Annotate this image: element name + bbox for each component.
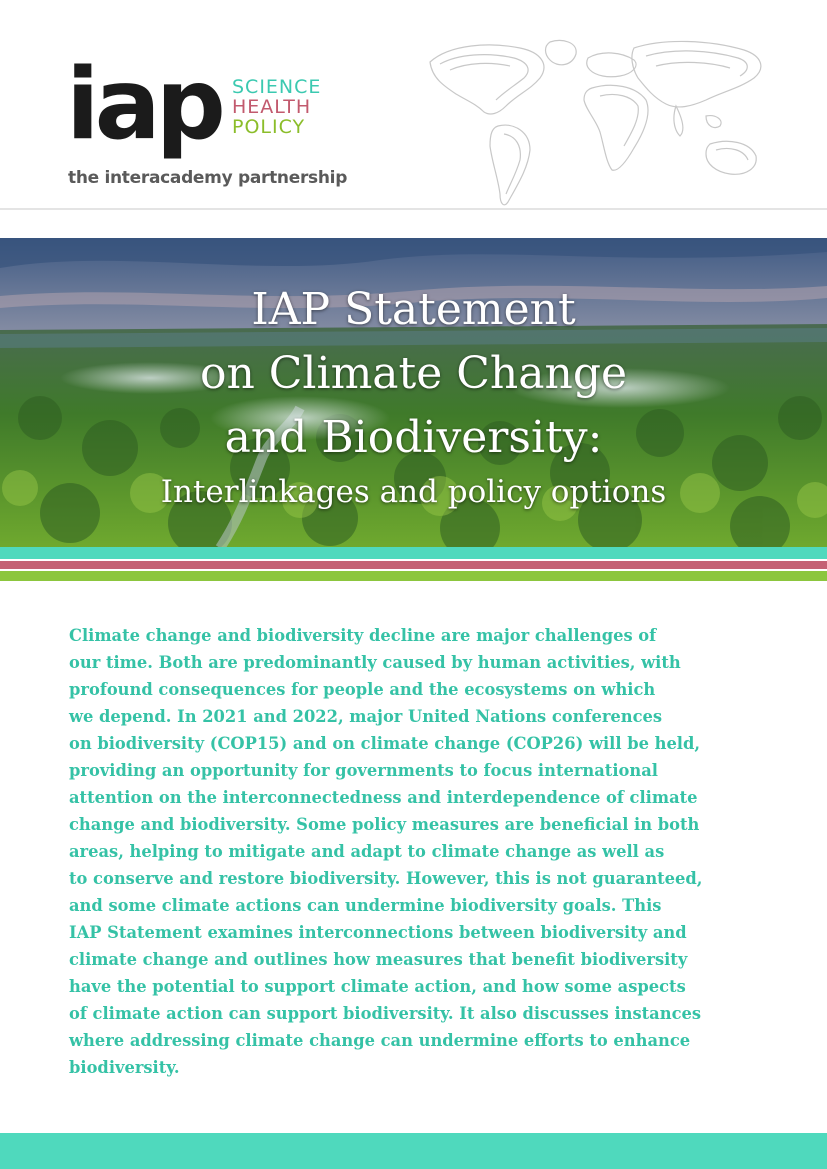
intro-line: where addressing climate change can undermine efforts to enhance: [69, 1031, 691, 1050]
accent-stripe-rose: [0, 561, 827, 569]
intro-line: of climate action can support biodiversity. It also discusses instances: [69, 1004, 702, 1023]
tagline-policy: POLICY: [232, 116, 306, 138]
accent-stripe-teal: [0, 547, 827, 559]
intro-line: and some climate actions can undermine biodiversity goals. This: [69, 896, 662, 915]
intro-line: our time. Both are predominantly caused by human activities, with: [69, 653, 681, 672]
logo-mark: iap: [66, 48, 221, 162]
tagline-science: SCIENCE: [232, 76, 322, 98]
logo-tagline: [232, 77, 321, 137]
intro-line: climate change and outlines how measures that benefit biodiversity: [69, 950, 688, 969]
intro-line: on biodiversity (COP15) and on climate change (COP26) will be held,: [69, 734, 701, 753]
organization-name: the interacademy partnership: [68, 168, 348, 188]
header-divider: [0, 208, 827, 210]
intro-paragraph: [69, 622, 769, 1081]
intro-line: providing an opportunity for governments to focus international: [69, 761, 658, 780]
world-map-icon: [410, 34, 770, 212]
document-title: [0, 278, 827, 512]
intro-line: areas, helping to mitigate and adapt to climate change as well as: [69, 842, 665, 861]
hero-banner: [0, 238, 827, 548]
accent-stripe-green: [0, 571, 827, 581]
intro-line: change and biodiversity. Some policy measures are beneficial in both: [69, 815, 700, 834]
title-line-1: IAP Statement: [251, 284, 576, 335]
intro-line: profound consequences for people and the ecosystems on which: [69, 680, 656, 699]
footer-accent-bar: [0, 1133, 827, 1169]
intro-line: attention on the interconnectedness and interdependence of climate: [69, 788, 698, 807]
intro-line: biodiversity.: [69, 1058, 180, 1077]
document-subtitle: Interlinkages and policy options: [160, 474, 667, 510]
intro-line: Climate change and biodiversity decline are major challenges of: [69, 626, 657, 645]
page-header: [0, 0, 827, 230]
title-line-2: on Climate Change: [199, 348, 628, 399]
intro-line: have the potential to support climate action, and how some aspects: [69, 977, 686, 996]
intro-line: to conserve and restore biodiversity. However, this is not guaranteed,: [69, 869, 703, 888]
intro-line: we depend. In 2021 and 2022, major United Nations conferences: [69, 707, 663, 726]
tagline-health: HEALTH: [232, 96, 312, 118]
intro-line: IAP Statement examines interconnections between biodiversity and: [69, 923, 687, 942]
title-line-3: and Biodiversity:: [224, 412, 603, 463]
